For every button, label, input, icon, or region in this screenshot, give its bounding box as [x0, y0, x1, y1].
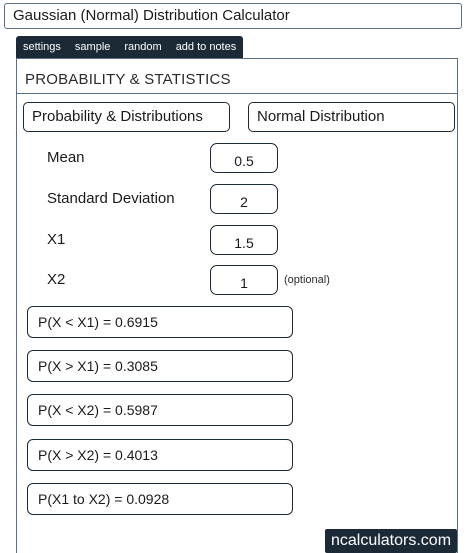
result-p-greater-x2: P(X > X2) = 0.4013: [27, 439, 293, 471]
result-p-x1-to-x2: P(X1 to X2) = 0.0928: [27, 483, 293, 515]
toolbar-tabs: [16, 36, 243, 58]
x1-input[interactable]: 1.5: [210, 225, 278, 255]
x2-label: X2: [47, 271, 66, 288]
brand-logo[interactable]: ncalculators.com: [325, 529, 457, 553]
result-p-greater-x1: P(X > X1) = 0.3085: [27, 350, 293, 382]
tab-settings[interactable]: settings: [23, 41, 61, 53]
mean-label: Mean: [47, 149, 85, 166]
section-title: PROBABILITY & STATISTICS: [25, 71, 231, 88]
std-dev-input[interactable]: 2: [210, 184, 278, 214]
result-p-less-x2: P(X < X2) = 0.5987: [27, 394, 293, 426]
result-p-less-x1: P(X < X1) = 0.6915: [27, 306, 293, 338]
tab-add-to-notes[interactable]: add to notes: [175, 41, 237, 53]
x2-optional-note: (optional): [284, 274, 330, 286]
x2-input[interactable]: 1: [210, 265, 278, 295]
std-dev-label: Standard Deviation: [47, 190, 175, 207]
mean-input[interactable]: 0.5: [210, 143, 278, 173]
section-divider: [17, 93, 457, 94]
breadcrumb-category[interactable]: Probability & Distributions: [23, 102, 230, 132]
x1-label: X1: [47, 231, 66, 248]
calculator-panel: [16, 58, 458, 553]
breadcrumb-page[interactable]: Normal Distribution: [248, 102, 455, 132]
tab-random[interactable]: random: [124, 41, 162, 53]
page-title: Gaussian (Normal) Distribution Calculator: [4, 3, 462, 29]
tab-sample[interactable]: sample: [74, 41, 111, 53]
